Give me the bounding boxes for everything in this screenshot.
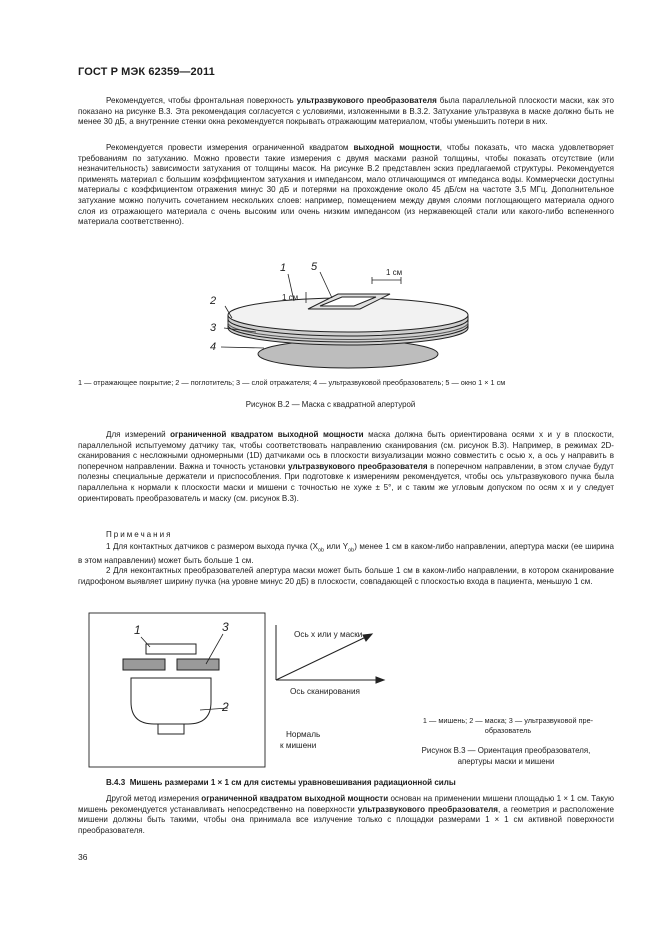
axis-scan-label: Ось сканирования xyxy=(290,687,360,696)
paragraph-1: Рекомендуется, чтобы фронтальная поверхность ультразвукового преобразователя была параллельной плоскости маски, как это показано на рисунке В.3. Эта рекомендация согласуется с условиями, изложенными в В.3.2. Затухание ультразвука в маске должно быть не менее 30 дБ, а внутренние стенки окна рекомендуется покрывать отражающим материалом, чтобы уменьшить потери в них. xyxy=(78,96,614,127)
b3-label-3: 3 xyxy=(222,620,229,634)
b2-label-2: 2 xyxy=(210,295,217,307)
axis-xy-label: Ось x или y маски xyxy=(294,630,363,639)
transducer-cable xyxy=(158,724,184,734)
normal-label-2: к мишени xyxy=(280,741,317,750)
paragraph-3: Для измерений ограниченной квадратом выходной мощности маска должна быть ориентирована осями x и y в плоскости, параллельной испытуемому датчику так, чтобы соответствовать направлению сканирования (см. рисунок В.3). Например, в режимах 2D-сканирования с несложными одномерными (1D) датчиками ось в плоскости визуализации можно совместить с осью x, а ось y направить в поперечном направлении. Важна и точность установки ультразвукового преобразователя в поперечном направлении, в этом случае будут полезны специальные держатели и приспособления. При подготовке к измерениям рекомендуется, чтобы ось ультразвукового пучка была параллельна к нормали к плоскости маски и мишени с точностью не хуже ± 5°, и с таким же угловым допуском по осям x и y следует ориентировать преобразователь и маску (см. рисунок В.3). xyxy=(78,430,614,503)
target-1 xyxy=(146,644,196,654)
figure-b2-drawing xyxy=(196,258,506,376)
b2-label-5: 5 xyxy=(311,261,318,273)
figure-b3-axes xyxy=(268,620,398,760)
note-2: 2 Для неконтактных преобразователей апертура маски может быть больше 1 см в каком-либо направлении, в котором сканирование гидрофоном выявляет ширину пучка (на уровне минус 20 дБ) в плоскости, совпадающей с плоскостью входа в пациента, меньшую 1 см. xyxy=(78,566,614,586)
disc-layers xyxy=(228,294,468,368)
b2-label-1: 1 xyxy=(280,262,287,274)
paragraph-4: Другой метод измерения ограниченной квадратом выходной мощности основан на применении мишени площадью 1 × 1 см. Такую мишень рекомендуется устанавливать непосредственно на поверхности ультразвукового преобразователя, а геометрия и расположение мишени должны быть такими, чтобы она принимала все излучение только с площадки размерами 1 × 1 см активной поверхности преобразователя. xyxy=(78,794,614,835)
figure-b2-legend: 1 — отражающее покрытие; 2 — поглотитель; 3 — слой отражателя; 4 — ультразвуковой преобразователь; 5 — окно 1 × 1 см xyxy=(78,378,506,387)
b3-label-2: 2 xyxy=(222,700,229,714)
notes-title: Примечания xyxy=(106,530,173,539)
figure-b3-legend: 1 — мишень; 2 — маска; 3 — ультразвуковой пре- образователь xyxy=(422,716,594,735)
mask-left xyxy=(123,659,165,670)
figure-b3-caption: Рисунок В.3 — Ориентация преобразователя, апертуры маски и мишени xyxy=(421,746,591,766)
b2-dim-top: 1 см xyxy=(386,268,403,277)
note-1: 1 Для контактных датчиков с размером выхода пучка ($X_{ob}$ или $Y_{ob}$) менее 1 см в каком-либо направлении, апертура маски (ее ширина в этом направлении) может быть больше 1 см. xyxy=(78,542,614,566)
normal-label-1: Нормаль xyxy=(286,730,321,739)
document-header: ГОСТ Р МЭК 62359—2011 xyxy=(78,66,215,78)
b2-label-3: 3 xyxy=(210,322,217,334)
mask-right xyxy=(177,659,219,670)
paragraph-2: Рекомендуется провести измерения ограниченной квадратом выходной мощности, чтобы показать, что маска удовлетворяет требованиям по затуханию. Можно провести такие измерения с двумя масками разной толщины, чтобы показать отсутствие (или незначительность) зависимости затухания от толщины масок. На рисунке В.2 представлен эскиз предлагаемой структуры. Рекомендуется применять материал с большим коэффициентом затухания и импедансом, мало отличающимся от импеданса воды. Коммерчески доступны материалы с коэффициентом отражения минус 30 дБ и потерями на прохождение около 45 дБ/см на частоте 3,5 МГц. Дополнительное затухание можно получить сочетанием нескольких слоев: например, помещением между двумя слоями поглощающего материала одного слоя из отражающего материала с очень высоким или очень низким импедансом (из нержавеющей стали или какого-либо вспененного материала соответственно). xyxy=(78,143,614,227)
section-heading-b43: В.4.3 Мишень размерами 1 × 1 см для системы уравновешивания радиационной силы xyxy=(106,778,456,787)
b3-label-1: 1 xyxy=(134,623,141,637)
transducer-3 xyxy=(131,678,211,724)
figure-b3-drawing xyxy=(88,612,268,770)
b2-dim-left: 1 см xyxy=(282,293,299,302)
b2-label-4: 4 xyxy=(210,341,217,353)
page-number: 36 xyxy=(78,852,88,862)
figure-b2-caption: Рисунок В.2 — Маска с квадратной апертурой xyxy=(245,400,416,409)
